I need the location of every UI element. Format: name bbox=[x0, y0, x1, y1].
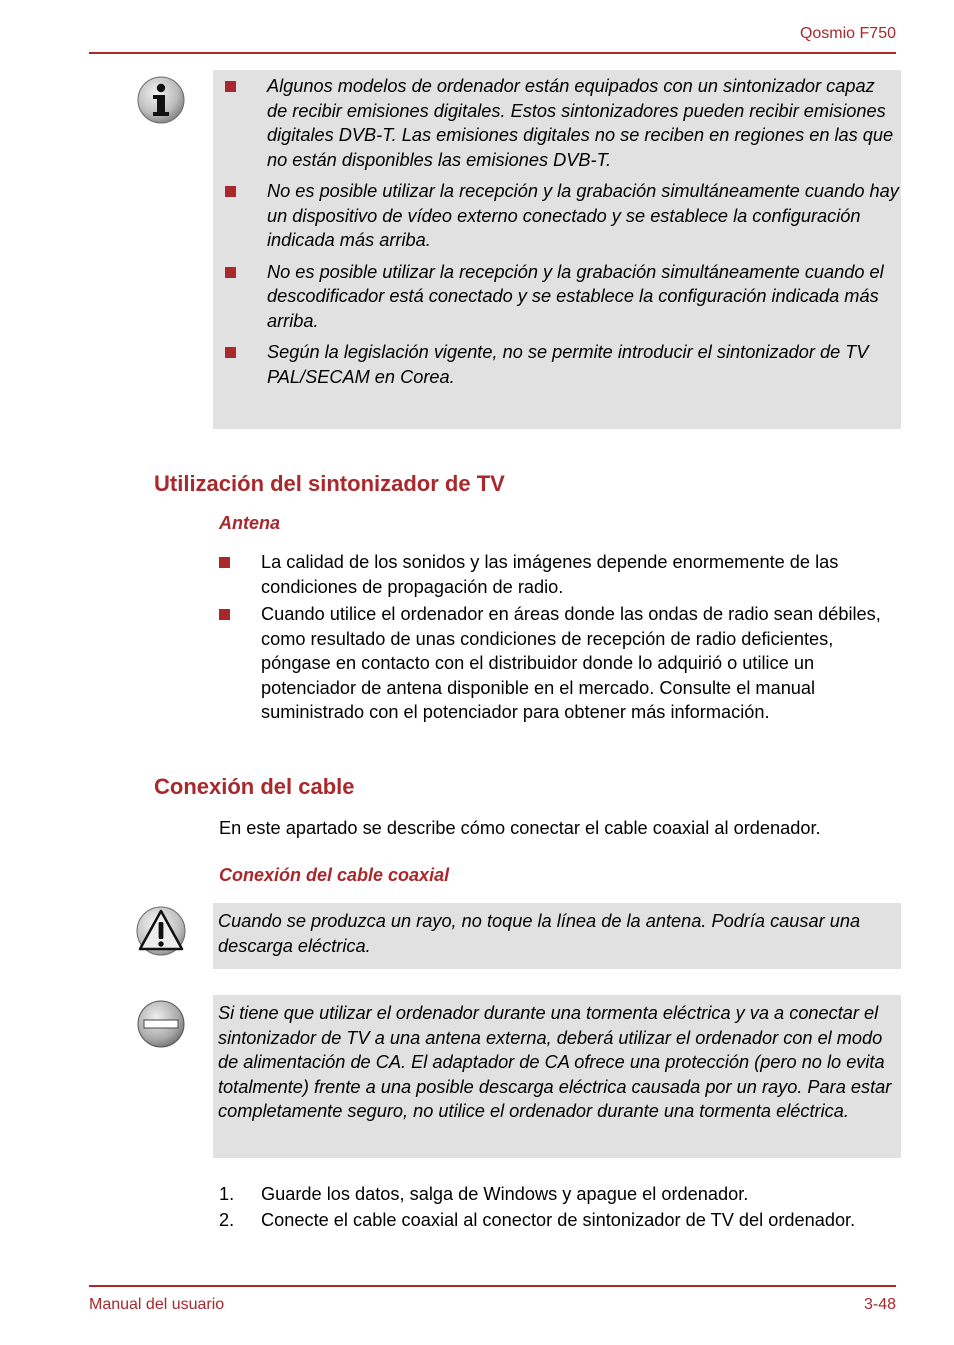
warning-icon bbox=[136, 904, 186, 963]
warning-note-text: Cuando se produzca un rayo, no toque la línea de la antena. Podría causar una descarga eléctrica. bbox=[218, 911, 861, 956]
antenna-item: La calidad de los sonidos y las imágenes depende enormemente de las condiciones de propagación de radio. bbox=[213, 550, 897, 599]
bullet-square-icon bbox=[225, 267, 236, 278]
page-number: 3-48 bbox=[863, 1296, 896, 1313]
section-heading-cable: Conexión del cable bbox=[154, 774, 355, 799]
bullet-square-icon bbox=[225, 81, 236, 92]
antenna-bullet-list bbox=[213, 550, 897, 725]
info-note-item: No es posible utilizar la recepción y la grabación simultáneamente cuando el descodificador está conectado y se establece la configuración indicada más arriba. bbox=[219, 260, 899, 334]
caution-note-box bbox=[213, 995, 901, 1158]
bullet-square-icon bbox=[225, 186, 236, 197]
step-item bbox=[219, 1182, 859, 1207]
info-note-item: Algunos modelos de ordenador están equipados con un sintonizador capaz de recibir emisiones digitales. Estos sintonizadores pueden recibir emisiones digitales DVB-T. Las emisiones digitales no se reciben en regiones en las que no están disponibles las emisiones DVB-T. bbox=[219, 74, 899, 172]
step-item bbox=[219, 1208, 859, 1233]
step-number: 1. bbox=[219, 1184, 235, 1204]
bullet-square-icon bbox=[225, 347, 236, 358]
info-note-item: Según la legislación vigente, no se permite introducir el sintonizador de TV PAL/SECAM en Corea. bbox=[219, 340, 899, 389]
bullet-square-icon bbox=[219, 557, 230, 568]
caution-note-text: Si tiene que utilizar el ordenador durante una tormenta eléctrica y va a conectar el sintonizador de TV a una antena externa, deberá utilizar el ordenador con el modo de alimentación de CA. El adaptador de CA ofrece una protección (pero no lo evita totalmente) frente a una posible descarga eléctrica causada por un rayo. Para estar completamente seguro, no utilice el ordenador durante una tormenta eléctrica. bbox=[218, 1003, 892, 1121]
running-header-title: Qosmio F750 bbox=[799, 25, 896, 42]
footer-manual-title: Manual del usuario bbox=[89, 1296, 225, 1313]
subheading-antenna: Antena bbox=[219, 513, 281, 533]
warning-note-box bbox=[213, 903, 901, 969]
step-number: 2. bbox=[219, 1209, 235, 1230]
steps-list bbox=[219, 1182, 859, 1233]
footer-rule bbox=[89, 1285, 896, 1287]
section-heading-tv-tuner: Utilización del sintonizador de TV bbox=[154, 471, 505, 496]
bullet-square-icon bbox=[219, 609, 230, 620]
subheading-coaxial: Conexión del cable coaxial bbox=[219, 865, 450, 885]
step-text: Conecte el cable coaxial al conector de sintonizador de TV del ordenador. bbox=[261, 1209, 856, 1230]
info-note-item: No es posible utilizar la recepción y la grabación simultáneamente cuando hay un dispositivo de vídeo externo conectado y se establece la configuración indicada más arriba. bbox=[219, 179, 899, 253]
cable-intro: En este apartado se describe cómo conectar el cable coaxial al ordenador. bbox=[219, 818, 821, 838]
antenna-item: Cuando utilice el ordenador en áreas donde las ondas de radio sean débiles, como resultado de unas condiciones de recepción de radio deficientes, póngase en contacto con el distribuidor donde lo adquirió o utilice un potenciador de antena disponible en el mercado. Consulte el manual suministrado con el potenciador para obtener más información. bbox=[213, 602, 897, 725]
info-icon bbox=[136, 75, 186, 130]
step-text: Guarde los datos, salga de Windows y apague el ordenador. bbox=[261, 1184, 749, 1204]
no-entry-icon bbox=[136, 999, 186, 1054]
header-rule bbox=[89, 52, 896, 54]
info-note-box bbox=[213, 70, 901, 429]
